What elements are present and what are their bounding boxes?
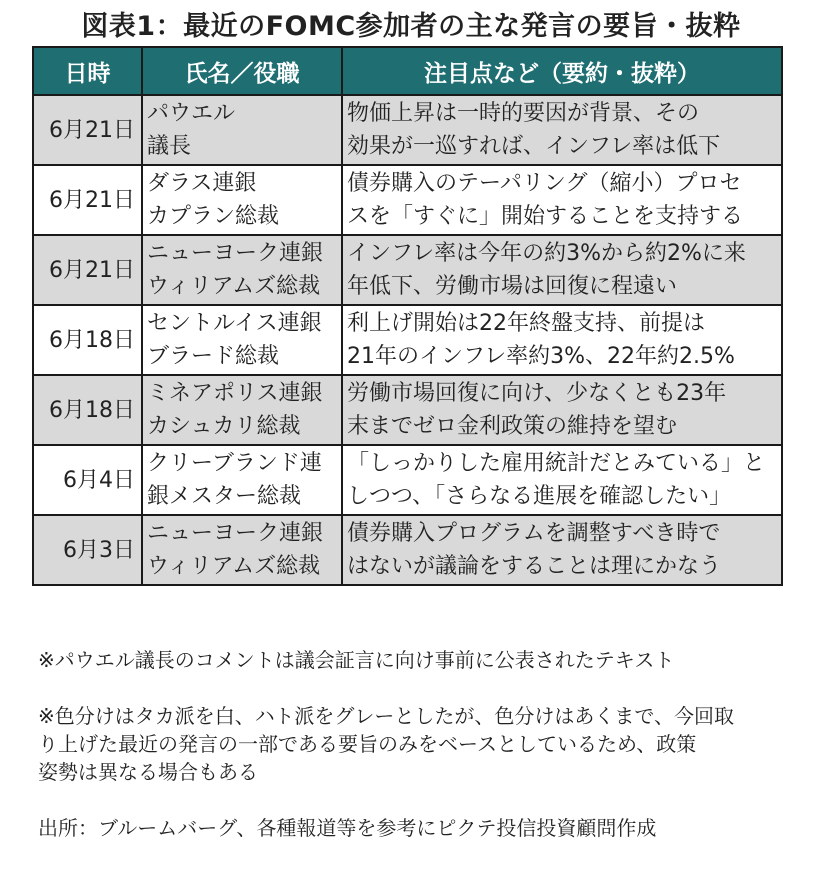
figure-title: 図表1：最近のFOMC参加者の主な発言の要旨・抜粋 (81, 11, 741, 42)
official-cell: クリーブランド連 銀メスター総裁 (142, 445, 342, 515)
date-cell: 6月18日 (33, 375, 142, 445)
date-cell: 6月21日 (33, 95, 142, 165)
table-row (33, 235, 782, 305)
official-cell: パウエル 議長 (142, 95, 342, 165)
table-row (33, 305, 782, 375)
key-point-cell: 利上げ開始は22年終盤支持、前提は 21年のインフレ率約3%、22年約2.5% (342, 305, 782, 375)
date-cell: 6月18日 (33, 305, 142, 375)
key-point-cell: インフレ率は今年の約3%から約2%に来 年低下、労働市場は回復に程遠い (342, 235, 782, 305)
official-cell: ニューヨーク連銀 ウィリアムズ総裁 (142, 515, 342, 585)
table-row (33, 375, 782, 445)
key-point-cell: 「しっかりした雇用統計だとみている」と しつつ、「さらなる進展を確認したい」 (342, 445, 782, 515)
key-point-cell: 労働市場回復に向け、少なくとも23年 末までゼロ金利政策の維持を望む (342, 375, 782, 445)
fomc-remarks-table (32, 46, 783, 586)
table-header-row (33, 47, 782, 95)
table-row (33, 515, 782, 585)
key-point-cell: 債券購入のテーパリング（縮小）プロセ スを「すぐに」開始することを支持する (342, 165, 782, 235)
official-cell: ダラス連銀 カプラン総裁 (142, 165, 342, 235)
official-cell: ミネアポリス連銀 カシュカリ総裁 (142, 375, 342, 445)
key-point-cell: 物価上昇は一時的要因が背景、その 効果が一巡すれば、インフレ率は低下 (342, 95, 782, 165)
header-date: 日時 (33, 47, 142, 95)
footnotes (38, 618, 808, 870)
table-row (33, 445, 782, 515)
table-row (33, 95, 782, 165)
header-name-title: 氏名／役職 (142, 47, 342, 95)
source-note: 出所：ブルームバーグ、各種報道等を参考にピクテ投信投資顧問作成 (38, 816, 657, 840)
official-cell: ニューヨーク連銀 ウィリアムズ総裁 (142, 235, 342, 305)
date-cell: 6月3日 (33, 515, 142, 585)
header-key-points: 注目点など（要約・抜粋） (342, 47, 782, 95)
date-cell: 6月4日 (33, 445, 142, 515)
footnote-color-legend: ※色分けはタカ派を白、ハト派をグレーとしたが、色分けはあくまで、今回取 り上げた最近の発言の一部である要旨のみをベースとしているため、政策 姿勢は異なる場合もある (38, 704, 734, 784)
table-row (33, 165, 782, 235)
date-cell: 6月21日 (33, 235, 142, 305)
key-point-cell: 債券購入プログラムを調整すべき時で はないが議論をすることは理にかなう (342, 515, 782, 585)
date-cell: 6月21日 (33, 165, 142, 235)
official-cell: セントルイス連銀 ブラード総裁 (142, 305, 342, 375)
footnote-powell-text: ※パウエル議長のコメントは議会証言に向け事前に公表されたテキスト (38, 648, 675, 672)
